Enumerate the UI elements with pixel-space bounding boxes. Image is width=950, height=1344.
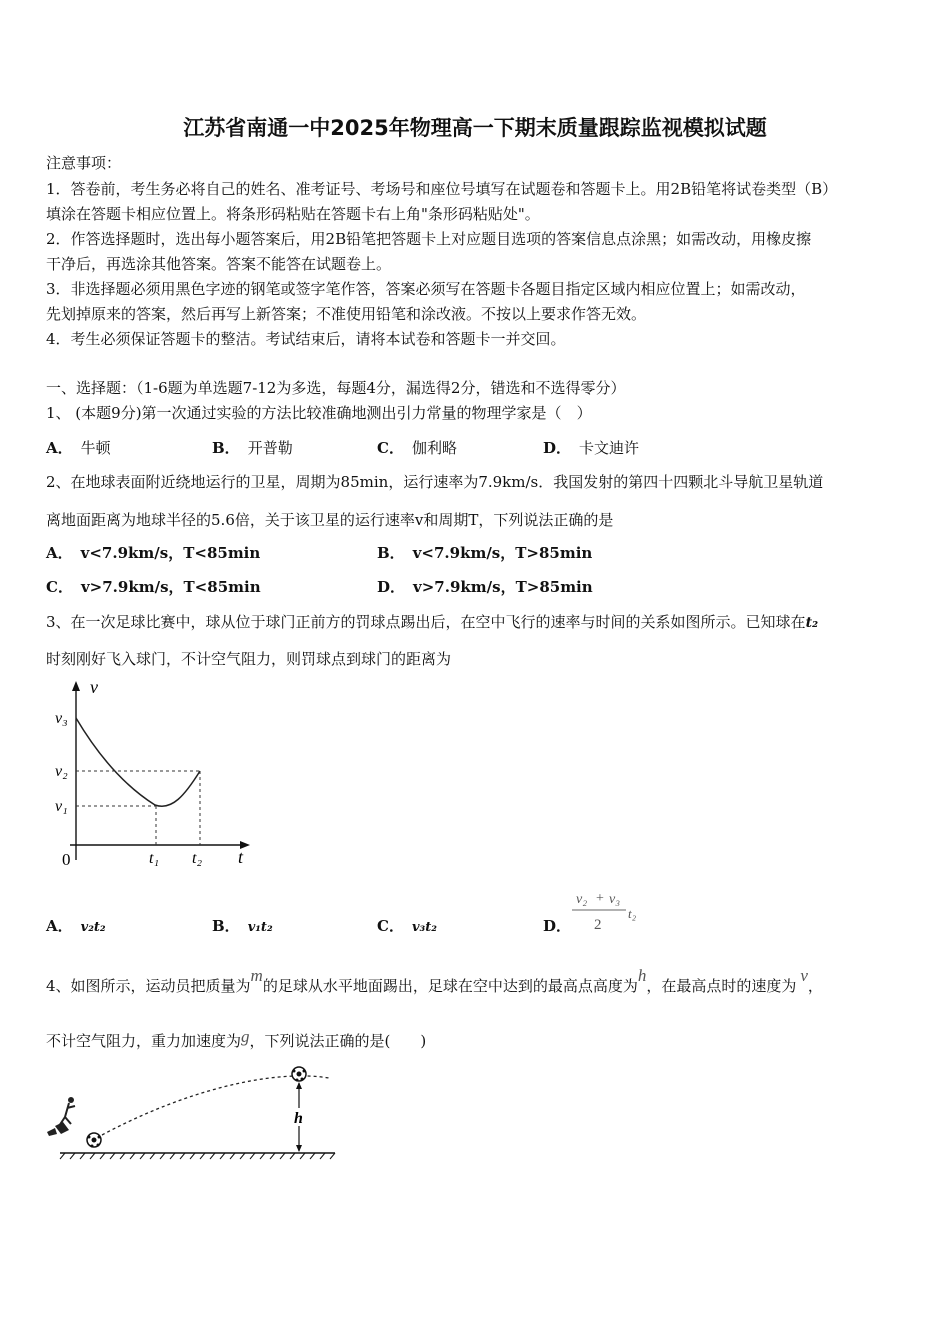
- fraction-den: 2: [594, 917, 602, 933]
- notice-line: 1．答卷前，考生务必将自己的姓名、准考证号、考场号和座位号填写在试题卷和答题卡上。用2B铅笔将试卷类型（B）: [46, 180, 838, 198]
- notice-line: 3．非选择题必须用黑色字迹的钢笔或签字笔作答，答案必须写在答题卡各题目指定区域内相应位置上；如需改动，: [46, 280, 806, 298]
- section-heading: 一、选择题：（1-6题为单选题7-12为多选，每题4分，漏选得2分，错选和不选得零分）: [46, 379, 626, 397]
- notice-line: 2．作答选择题时，选出每小题答案后，用2B铅笔把答题卡上对应题目选项的答案信息点涂黑；如需改动，用橡皮擦: [46, 230, 812, 248]
- notice-line: 填涂在答题卡相应位置上。将条形码粘贴在答题卡右上角"条形码粘贴处"。: [46, 205, 540, 223]
- velocity-curve: [76, 718, 200, 806]
- q3-option-d: D．: [543, 917, 572, 935]
- height-label: h: [294, 1110, 303, 1127]
- origin-label: 0: [62, 850, 71, 869]
- question-1-stem: 1、 (本题9分)第一次通过实验的方法比较准确地测出引力常量的物理学家是（ ）: [46, 404, 592, 422]
- t1-label: t₁: [149, 850, 160, 867]
- fraction-num-left: v₂: [576, 892, 588, 907]
- fraction-after: t₂: [628, 906, 637, 921]
- q3-option-c: C． v₃t₂: [377, 917, 437, 935]
- t-axis-label: t: [238, 847, 244, 867]
- v1-label: v₁: [55, 798, 68, 815]
- ball-on-ground: [87, 1133, 101, 1148]
- q2-option-b: B． v<7.9km/s，T>85min: [377, 544, 593, 562]
- fraction-num-right: v₃: [609, 892, 621, 907]
- height-arrow-bottom: [296, 1145, 302, 1152]
- v-axis-arrow: [72, 681, 80, 691]
- ball-at-peak: [292, 1067, 306, 1082]
- question-4-stem-cont: 不计空气阻力，重力加速度为g，下列说法正确的是( ): [46, 1027, 427, 1050]
- question-3-stem-cont: 时刻刚好飞入球门，不计空气阻力，则罚球点到球门的距离为: [46, 650, 452, 668]
- q2-option-a: A． v<7.9km/s，T<85min: [46, 544, 261, 562]
- q3-option-b: B． v₁t₂: [212, 917, 273, 935]
- q3-option-d-fraction: [568, 885, 648, 935]
- q1-option-d: D． 卡文迪许: [543, 439, 640, 457]
- question-2-stem-cont: 离地面距离为地球半径的5.6倍，关于该卫星的运行速率v和周期T，下列说法正确的是: [46, 511, 614, 529]
- question-3-stem: 3、在一次足球比赛中，球从位于球门正前方的罚球点踢出后，在空中飞行的速率与时间的关系如图所示。已知球在t₂: [46, 613, 819, 631]
- q2-option-d: D． v>7.9km/s，T>85min: [377, 578, 593, 596]
- height-arrow-top: [296, 1082, 302, 1089]
- ground-hatching: [60, 1153, 335, 1159]
- t2-label: t₂: [192, 850, 203, 867]
- notice-heading: 注意事项：: [46, 154, 122, 172]
- fraction-plus: +: [596, 891, 604, 906]
- notice-line: 4．考生必须保证答题卡的整洁。考试结束后，请将本试卷和答题卡一并交回。: [46, 330, 566, 348]
- q1-option-a: A． 牛顿: [46, 439, 111, 457]
- page-title: 江苏省南通一中2025年物理高一下期末质量跟踪监视模拟试题: [183, 116, 767, 140]
- q1-option-c: C． 伽利略: [377, 439, 457, 457]
- v2-label: v₂: [55, 763, 68, 780]
- v-axis-label: v: [90, 677, 98, 697]
- question-4-stem: 4、如图所示，运动员把质量为m的足球从水平地面踢出，足球在空中达到的最高点高度为h，在最高点时的速度为v，: [46, 966, 823, 995]
- kick-diagram: [45, 1062, 340, 1162]
- notice-line: 干净后，再选涂其他答案。答案不能答在试题卷上。: [46, 255, 392, 273]
- q3-option-a: A． v₂t₂: [46, 917, 106, 935]
- velocity-time-graph: [50, 675, 260, 870]
- v3-label: v₃: [55, 710, 68, 727]
- player-figure: [47, 1097, 75, 1136]
- q2-option-c: C． v>7.9km/s，T<85min: [46, 578, 261, 596]
- q1-option-b: B． 开普勒: [212, 439, 293, 457]
- notice-line: 先划掉原来的答案，然后再写上新答案；不准使用铅笔和涂改液。不按以上要求作答无效。: [46, 305, 647, 323]
- question-2-stem: 2、在地球表面附近绕地运行的卫星，周期为85min，运行速率为7.9km/s．我国发射的第四十四颗北斗导航卫星轨道: [46, 473, 824, 491]
